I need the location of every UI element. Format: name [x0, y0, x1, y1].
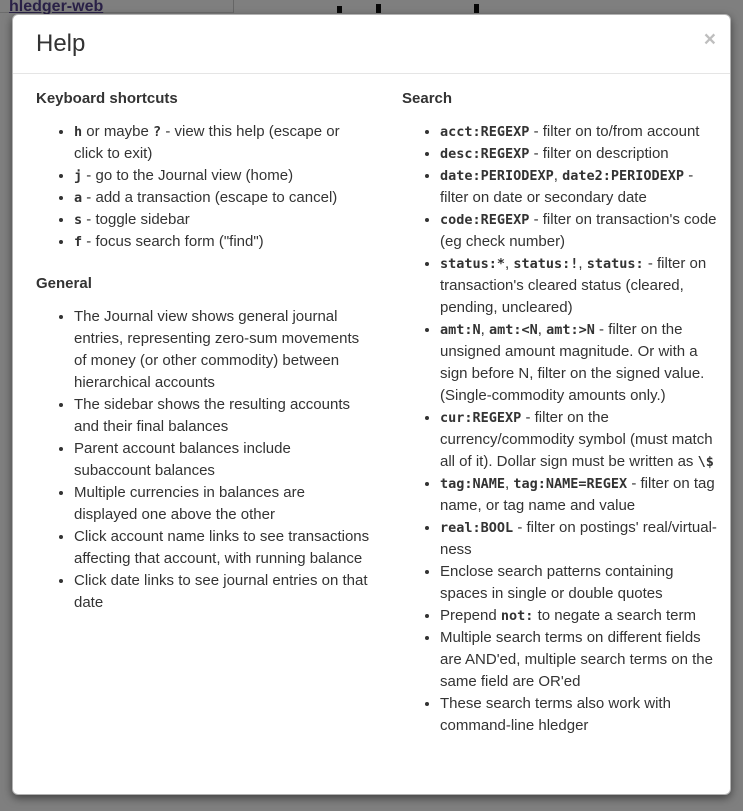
code-term: date2:PERIODEXP	[562, 168, 685, 184]
code-term: s	[74, 212, 83, 228]
help-list	[36, 306, 370, 614]
help-modal	[12, 14, 731, 795]
list-item-text: These search terms also work with command-line hledger	[440, 695, 671, 734]
code-term: not:	[500, 608, 534, 624]
list-item-text: - filter on to/from account	[529, 123, 700, 140]
list-item	[74, 231, 370, 253]
code-term: date:PERIODEXP	[440, 168, 554, 184]
list-item-text: or maybe	[82, 123, 154, 140]
list-item	[440, 407, 724, 473]
list-item-text: Multiple search terms on different fields are AND'ed, multiple search terms on the same field are OR'ed	[440, 629, 713, 690]
list-item-text: The Journal view shows general journal entries, representing zero-sum movements of money (or other commodity) between hierarchical accounts	[74, 308, 360, 391]
list-item	[440, 121, 724, 143]
close-icon[interactable]: ×	[703, 28, 716, 51]
help-list	[402, 121, 724, 737]
list-item	[74, 570, 370, 614]
help-list	[36, 121, 370, 253]
list-item	[74, 121, 370, 165]
list-item	[74, 306, 370, 394]
list-item-text: - add a transaction (escape to cancel)	[82, 189, 338, 206]
list-item-text: - filter on description	[529, 145, 669, 162]
code-term: desc:REGEXP	[440, 146, 530, 162]
code-term: amt:>N	[546, 322, 595, 338]
list-item-text: ,	[537, 321, 547, 338]
list-item	[440, 143, 724, 165]
section-heading: General	[36, 275, 92, 292]
list-item	[440, 253, 724, 319]
code-term: amt:<N	[488, 322, 538, 338]
code-term: code:REGEXP	[440, 212, 530, 228]
list-item-text: Prepend	[440, 607, 501, 624]
code-term: tag:NAME	[440, 476, 506, 492]
list-item	[440, 605, 724, 627]
list-item-text: - view this help (escape or click to exit)	[74, 123, 340, 162]
code-term: acct:REGEXP	[440, 124, 530, 140]
list-item-text: ,	[505, 255, 514, 272]
section-heading: Search	[402, 90, 453, 107]
list-item-text: Click date links to see journal entries on that date	[74, 572, 368, 611]
list-item	[74, 209, 370, 231]
code-term: j	[74, 168, 83, 184]
list-item-text: Parent account balances include subaccount balances	[74, 440, 291, 479]
list-item	[74, 438, 370, 482]
list-item	[74, 165, 370, 187]
modal-title: Help	[36, 30, 86, 57]
list-item	[440, 473, 724, 517]
code-term: status:	[586, 256, 644, 272]
code-term: amt:N	[440, 322, 481, 338]
code-term: h	[74, 124, 83, 140]
list-item	[74, 394, 370, 438]
list-item-text: to negate a search term	[533, 607, 696, 624]
list-item-text: The sidebar shows the resulting accounts and their final balances	[74, 396, 350, 435]
modal-header	[13, 15, 730, 74]
list-item-text: - focus search form ("find")	[82, 233, 264, 250]
right-column	[402, 89, 724, 737]
section-heading: Keyboard shortcuts	[36, 90, 178, 107]
list-item-text: - filter on the unsigned amount magnitude. Or with a sign before N, filter on the signed value. (Single-commodity amounts only.)	[440, 321, 705, 404]
list-item-text: Multiple currencies in balances are displayed one above the other	[74, 484, 305, 523]
list-item-text: ,	[505, 475, 514, 492]
list-item	[440, 561, 724, 605]
list-item-text: ,	[578, 255, 587, 272]
modal-body	[13, 74, 730, 762]
code-term: tag:NAME=REGEX	[513, 476, 628, 492]
list-item-text: - filter on transaction's code (eg check number)	[440, 211, 717, 250]
list-item-text: - go to the Journal view (home)	[82, 167, 294, 184]
list-item	[440, 693, 724, 737]
code-term: status:!	[513, 256, 579, 272]
code-term: cur:REGEXP	[440, 410, 522, 426]
code-term: ?	[153, 124, 162, 140]
list-item	[74, 526, 370, 570]
list-item-text: - toggle sidebar	[82, 211, 190, 228]
list-item-text: Click account name links to see transactions affecting that account, with running balance	[74, 528, 370, 567]
list-item	[440, 627, 724, 693]
list-item-text: Enclose search patterns containing spaces in single or double quotes	[440, 563, 674, 602]
left-column	[36, 89, 370, 737]
list-item	[74, 482, 370, 526]
list-item	[440, 319, 724, 407]
list-item-text: - filter on the currency/commodity symbol (must match all of it). Dollar sign must be written as	[440, 409, 713, 470]
code-term: real:BOOL	[440, 520, 514, 536]
list-item-text: - filter on tag name, or tag name and value	[440, 475, 715, 514]
list-item-text: ,	[480, 321, 489, 338]
list-item-text: - filter on postings' real/virtual-ness	[440, 519, 717, 558]
code-term: status:*	[440, 256, 506, 272]
list-item	[440, 517, 724, 561]
code-term: a	[74, 190, 83, 206]
list-item-text: ,	[553, 167, 563, 184]
code-term: \$	[697, 454, 714, 470]
list-item-text: - filter on date or secondary date	[440, 167, 694, 206]
list-item	[74, 187, 370, 209]
code-term: f	[74, 234, 83, 250]
list-item	[440, 165, 724, 209]
list-item-text: - filter on transaction's cleared status (cleared, pending, uncleared)	[440, 255, 707, 316]
list-item	[440, 209, 724, 253]
